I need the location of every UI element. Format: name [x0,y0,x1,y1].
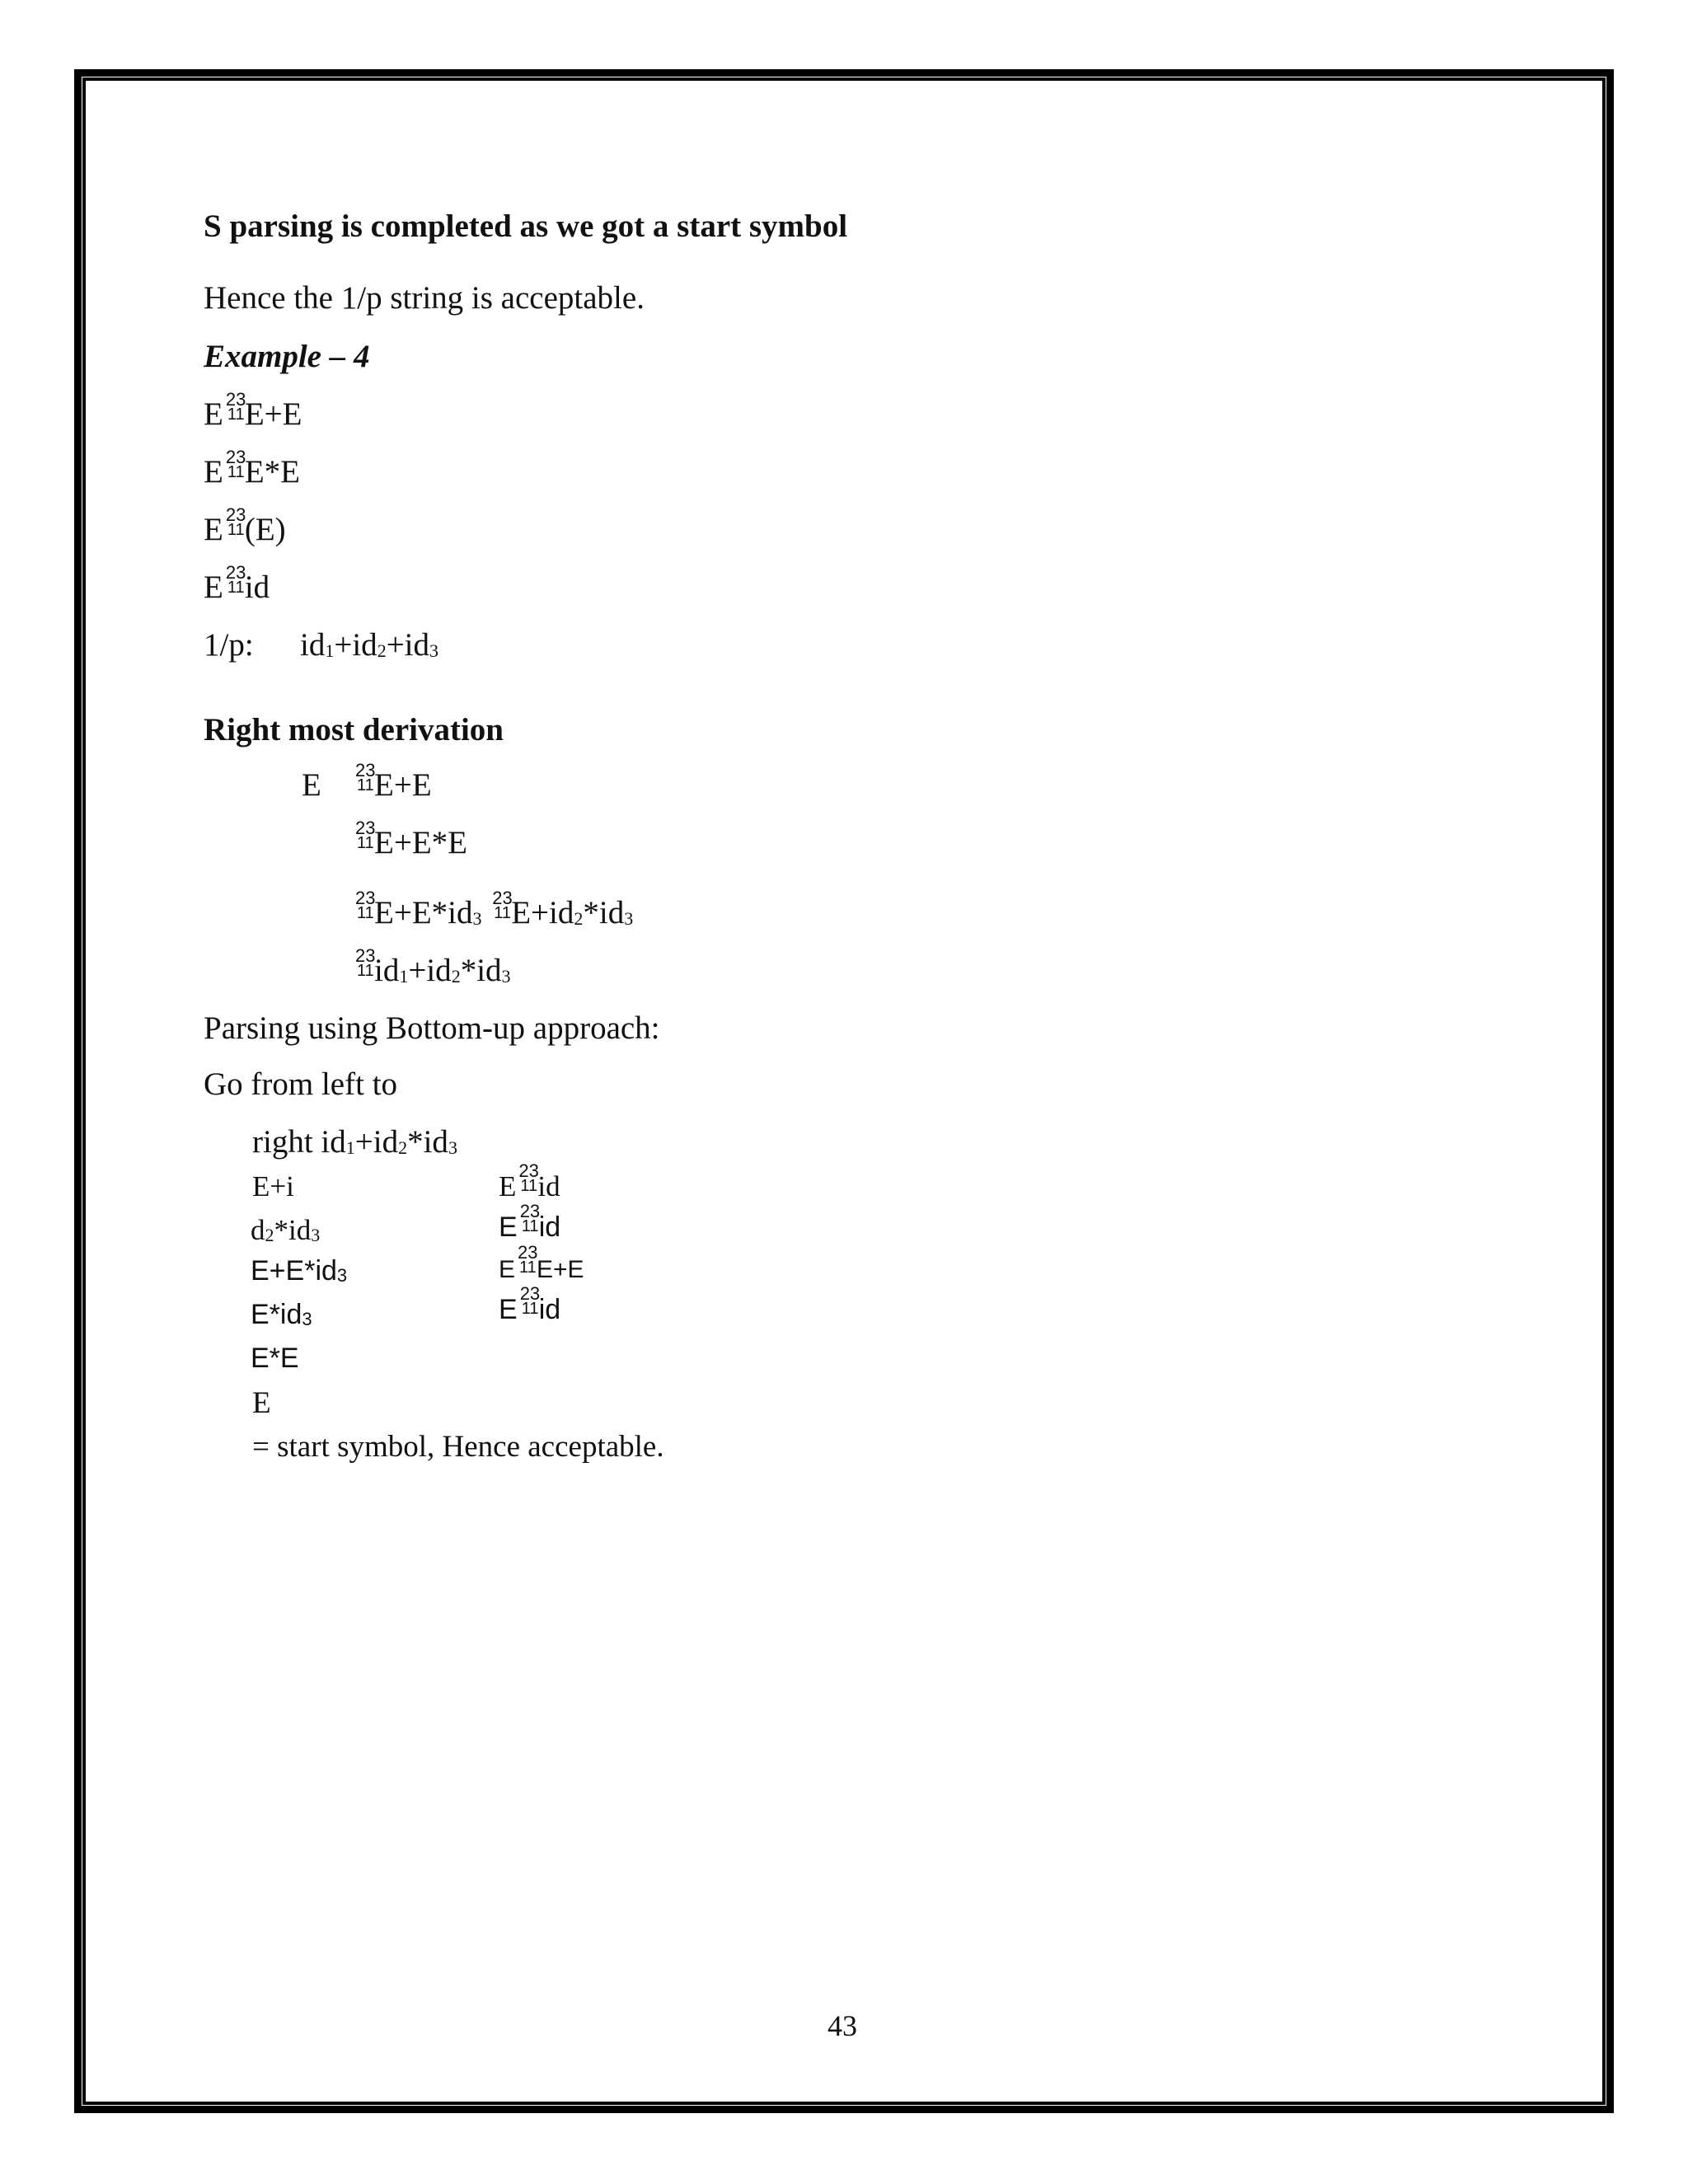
rmd-heading: Right most derivation [204,712,504,748]
step-3: $E+E*id_3$ [251,1255,348,1286]
hence-line: Hence the 1/p string is acceptable. [204,280,645,316]
example-title: Example – 4 [204,339,370,374]
arrow-glyph-icon: 23 11 [225,562,246,597]
arrow-glyph-icon: 23 11 [518,1242,538,1277]
arrow-glyph-icon: 23 11 [355,945,376,980]
arrow-glyph-icon: 23 11 [225,504,246,539]
rmd-line-2: 23 11 E+E*E [353,827,467,859]
step-1: E+i [252,1170,294,1202]
rmd-start: E [302,767,321,803]
arrow-glyph-icon: 23 11 [355,760,376,794]
input-string: $id_1+id_2+id_3$ [300,627,439,663]
bottomup-right-line: right $id_1+id_2*id_3$ [252,1124,457,1160]
production-4: E 23 11 id [204,562,270,605]
arrow-glyph-icon: 23 11 [519,1283,541,1318]
step-2: $d_2*id_3$ [251,1214,321,1246]
arrow-glyph-icon: 23 11 [518,1160,539,1195]
rmd-line-3: 23 11 $E+E*id_3$ 23 11 $E+id_2*id_3$ [353,897,633,929]
reduction-1: E 23 11 id [499,1160,560,1202]
step-5: E*E [251,1343,299,1374]
arrow-glyph-icon: 23 11 [225,389,246,424]
production-1: E 23 11 E+E [204,389,302,432]
rmd-line-4: 23 11 $id_1+id_2*id_3$ [353,954,511,987]
arrow-glyph-icon: 23 11 [355,888,376,922]
rmd-line-1: 23 11 E+E [353,769,432,801]
step-6: E [252,1386,271,1420]
completed-heading: S parsing is completed as we got a start symbol [204,209,848,244]
production-3: E 23 11 (E) [204,504,286,547]
arrow-glyph-icon: 23 11 [225,447,246,481]
reduction-2: E 23 11 id [499,1201,561,1243]
bottomup-heading: Parsing using Bottom-up approach: [204,1010,660,1046]
step-7: = start symbol, Hence acceptable. [252,1430,664,1464]
reduction-3: E 23 11 E+E [499,1242,584,1283]
reduction-4: E 23 11 id [499,1283,561,1325]
arrow-glyph-icon: 23 11 [492,888,513,922]
input-label: 1/p: [204,627,254,663]
arrow-glyph-icon: 23 11 [355,818,376,852]
arrow-glyph-icon: 23 11 [519,1201,541,1235]
page-number: 43 [828,2009,857,2042]
production-2: E 23 11 E*E [204,447,300,490]
step-4: $E*id_3$ [251,1299,312,1330]
bottomup-go: Go from left to [204,1066,398,1102]
